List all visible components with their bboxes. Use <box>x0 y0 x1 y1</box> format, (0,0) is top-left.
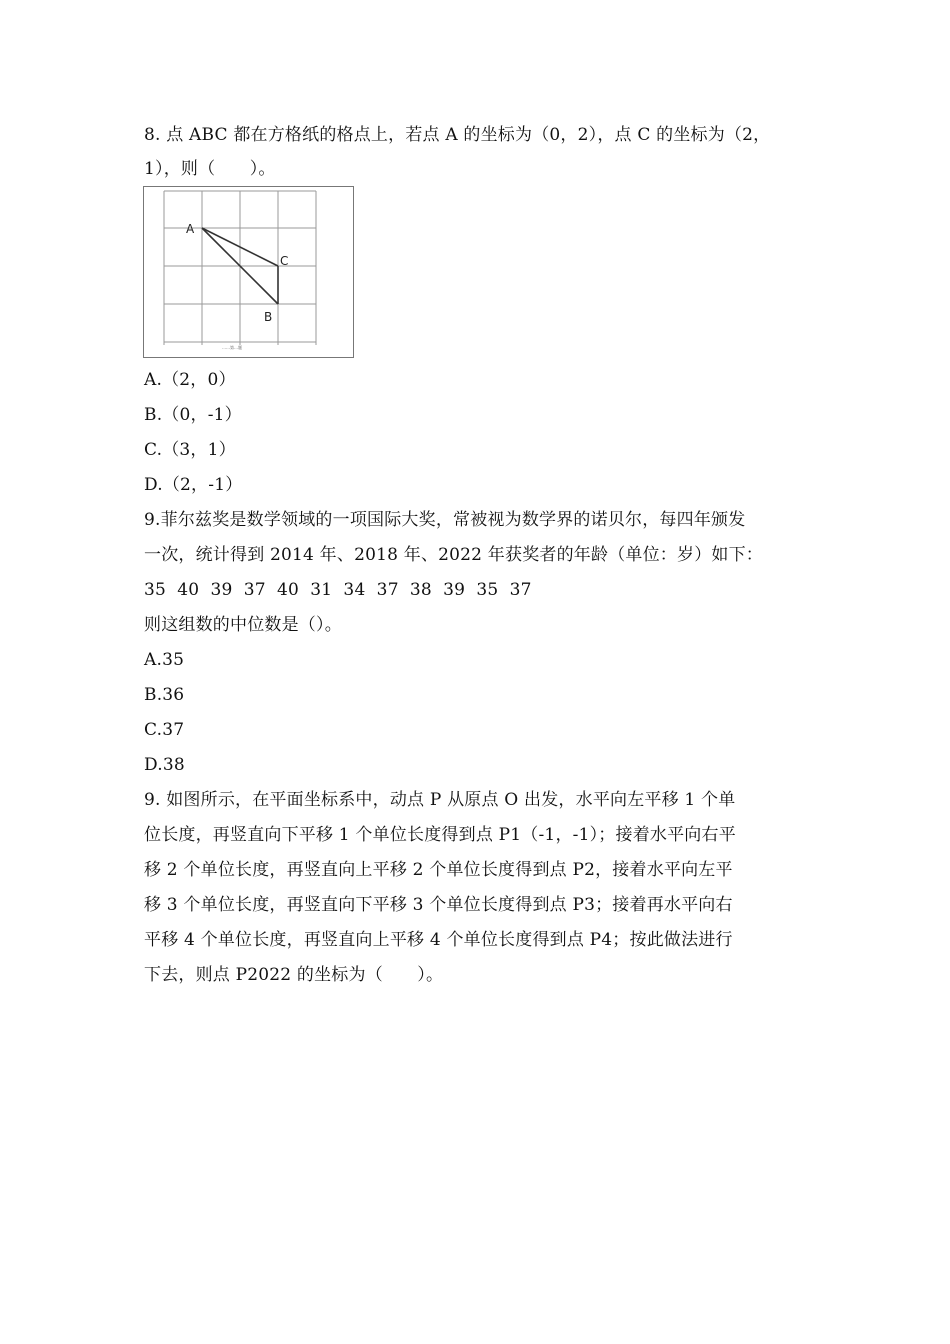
q9b-line-4: 移 3 个单位长度，再竖直向下平移 3 个单位长度得到点 P3；接着再水平向右 <box>144 895 733 915</box>
grid-diagram <box>144 187 355 359</box>
q9a-option-b: B.36 <box>144 685 185 705</box>
q8-option-a: A.（2，0） <box>144 370 236 390</box>
q8-grid-figure <box>143 186 354 358</box>
q8-option-d: D.（2，-1） <box>144 475 243 495</box>
q9b-line-5: 平移 4 个单位长度，再竖直向上平移 4 个单位长度得到点 P4；按此做法进行 <box>144 930 733 950</box>
q9a-data-line: 35 40 39 37 40 31 34 37 38 39 35 37 <box>144 580 532 600</box>
q9a-option-c: C.37 <box>144 720 185 740</box>
q9b-line-1: 9. 如图所示，在平面坐标系中，动点 P 从原点 O 出发，水平向左平移 1 个单 <box>144 790 736 810</box>
q9a-option-d: D.38 <box>144 755 185 775</box>
q9a-option-a: A.35 <box>144 650 185 670</box>
q8-stem-line-2: 1），则（ ）。 <box>144 159 276 179</box>
point-c-label: C <box>280 254 289 268</box>
point-b-label: B <box>264 310 273 324</box>
q9b-line-2: 位长度，再竖直向下平移 1 个单位长度得到点 P1（-1，-1）；接着水平向右平 <box>144 825 736 845</box>
q9a-stem-line-2: 一次，统计得到 2014 年、2018 年、2022 年获奖者的年龄（单位：岁）如下： <box>144 545 764 565</box>
q8-option-b: B.（0，-1） <box>144 405 242 425</box>
q8-stem-line-1: 8. 点 ABC 都在方格纸的格点上，若点 A 的坐标为（0，2），点 C 的坐标为（2， <box>144 125 771 145</box>
q9a-question: 则这组数的中位数是（）。 <box>144 615 342 635</box>
q9b-line-6: 下去，则点 P2022 的坐标为（ ）。 <box>144 965 444 985</box>
q8-option-c: C.（3，1） <box>144 440 236 460</box>
figure-caption: ……第…题 <box>222 345 242 350</box>
q9b-line-3: 移 2 个单位长度，再竖直向上平移 2 个单位长度得到点 P2，接着水平向左平 <box>144 860 733 880</box>
grid-lines <box>164 191 316 345</box>
point-a-label: A <box>186 222 195 236</box>
q9a-stem-line-1: 9.菲尔兹奖是数学领域的一项国际大奖，常被视为数学界的诺贝尔，每四年颁发 <box>144 510 746 530</box>
